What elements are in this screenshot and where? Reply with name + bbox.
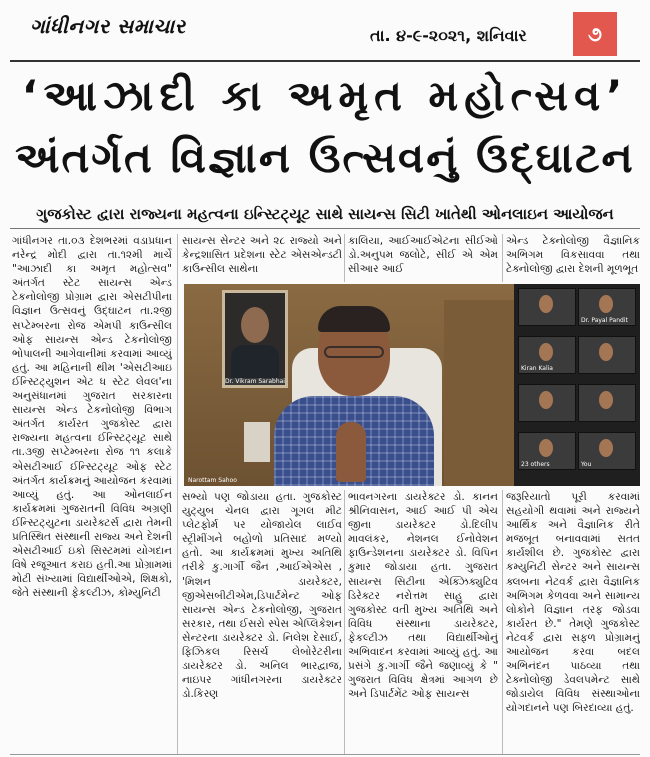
participant-tile-label: Kiran Kalia (521, 365, 553, 372)
participant-face (539, 391, 553, 409)
article-column-2-top (182, 234, 342, 280)
article-column-3 (348, 490, 498, 754)
speaker-glasses (324, 346, 384, 358)
portrait-caption: Dr. Vikram Sarabhai (225, 378, 285, 385)
participant-face (599, 439, 613, 457)
participant-tile (518, 384, 576, 422)
column-divider (177, 234, 178, 754)
issue-date: તા. ૪-૯-૨૦૨૧, શનિવાર (370, 26, 527, 45)
bottom-divider (10, 754, 640, 755)
participant-tile (578, 336, 636, 374)
participant-tile (578, 384, 636, 422)
page-number-badge: ૭ (573, 12, 617, 56)
article-column-4 (506, 490, 640, 754)
folded-hands (336, 422, 366, 482)
participant-name-label: Narottam Sahoo (188, 477, 237, 484)
headline-line-2: અંતર્ગત વિજ્ઞાન ઉત્સવનું ઉદ્ઘાટન (15, 133, 635, 182)
participant-tile-label: You (581, 461, 592, 468)
masthead-divider (10, 60, 640, 62)
column-2-top-text: સાયન્સ સેન્ટર અને ૨૮ રાજ્યો અને કેન્દ્રશાસિત પ્રદેશના સ્ટેટ એસએન્ડટી કાઉન્સીલ સાથેના (182, 235, 342, 276)
column-divider (502, 490, 503, 754)
column-1-text: ગાંધીનગર તા.૦૩ દેશભરમાં વડાપ્રધાન નરેન્દ્ર મોદી દ્વારા તા.૧૨મી માર્ચે "આઝાદી કા અમૃત મહોત્સવ" અંતર્ગત સ્ટેટ સાયન્સ એન્ડ ટેકનોલોજી પ્રોગ્રામ દ્વારા એસટીપીના વિજ્ઞાન ઉત્સવનું ઉદ્ઘાટન તા.૨જી સપ્ટેમ્બરના રોજ એમપી કાઉન્સીલ ઓફ સાયન્સ એન્ડ ટેકનોલોજી ભોપાલની આગેવાનીમાં કરવામાં આવ્યું હતું. આ મહિનાની થીમ 'એસટીઆઇ ઈન્સ્ટિટ્યુશન એટ ધ સ્ટેટ લેવલ'ના અનુસંધાનમાં ગુજરાત સરકારના સાયન્સ એન્ડ ટેકનોલોજી વિભાગ અંતર્ગત કાર્યરત ગુજકોસ્ટ દ્વારા રાજ્યના મહત્વના ઈન્સ્ટિટ્યૂટ સાથે તા.૩જી સપ્ટેમ્બરના રોજ ૧૧ કલાકે એસટીઆઈ ઈન્સ્ટિટ્યૂટ ઓફ સ્ટેટ અંતર્ગત કાર્યક્રમનું આયોજન કરવામાં આવ્યું હતું. આ ઓનલાઈન કાર્યક્રમમાં ગુજરાતની વિવિધ અગ્રણી ઈન્સ્ટિટ્યુટના ડાયરેક્ટર્સ દ્વારા તેમની પ્રતિસ્થિત સંસ્થાની રાજ્ય અને દેશની એસટીઆઈ ઇકો સિસ્ટમમાં યોગદાન વિષે રજૂઆત કરાઇ હતી.આ પ્રોગ્રામમાં મોટી સંખ્યામાં વિદ્યાર્થીઓએ, શિક્ષકો, જેતે સંસ્થાની ફેકલ્ટીઝ, કોમ્યુનિટી (12, 235, 172, 600)
participant-face (599, 391, 613, 409)
column-4-top-text: એન્ડ ટેક્નોલોજી વૈજ્ઞાનિક અભિગમ વિકસાવવા તથા ટેક્નોલોજી દ્વારા દેશની મૂળભૂત (506, 235, 640, 276)
participant-face (599, 295, 613, 313)
column-divider (344, 234, 345, 282)
participant-tile-label: 23 others (521, 461, 550, 468)
cabinet (444, 300, 514, 486)
column-divider (344, 490, 345, 754)
article-column-3-top (348, 234, 498, 280)
participant-face (539, 295, 553, 313)
portrait-face (241, 307, 269, 343)
column-2-text: સભ્યો પણ જોડાયા હતા. ગુજકોસ્ટ યુટ્યુબ ચેનલ દ્વારા ગૂગલ મીટ પ્લેટફોર્મ પર યોજાયેલ લાઈવ સ્ટ્રીમીંગને બહોળો પ્રતિસાદ મળ્યો હતો. આ કાર્યક્રમમાં મુખ્ય અતિથિ તરીકે કુ.ગાર્ગી જૈન ,આઈએએસ , 'મિશન ડાયરેક્ટર, જીએસબીટીએમ,ડિપાર્ટમેન્ટ ઓફ સાયન્સ એન્ડ ટેકનોલોજી, ગુજરાત સરકાર, તથા ઈસરો સ્પેસ એપ્લિકેશન સેન્ટરના ડાયરેક્ટર ડો. નિલેશ દેસાઈ, ફિઝિકલ રિસર્ચ લેબોરેટરીના ડાયરેક્ટર ડો. અનિલ ભારદ્વાજ, નાઇપર ગાંધીનગરના ડાયરેક્ટર ડો.કિરણ (182, 491, 342, 701)
participant-tile (518, 432, 576, 470)
participant-gallery (514, 284, 640, 486)
subhead-divider (10, 228, 640, 229)
column-3-top-text: કાલિયા, આઈઆઈએટના સીઈઓ ડો.અનુપમ જલોટે, સીઈ એ એમ સીઆર આઈ (348, 235, 498, 276)
subheadline: ગુજકોસ્ટ દ્વારા રાજ્યના મહત્વના ઇન્સ્ટિટ્યૂટ સાથે સાયન્સ સિટી ખાતેથી ઓનલાઇન આયોજન (36, 205, 614, 223)
participant-face (539, 439, 553, 457)
article-column-4-top (506, 234, 640, 280)
article-column-2 (182, 490, 342, 754)
column-3-text: ભાવનગરના ડાયરેક્ટર ડો. કાનન શ્રીનિવાસન, આઈ આઈ પી એચ જીના ડાયરેક્ટર ડો.દિલીપ માવલંકર, નેશનલ ઈનોવેશન ફાઉન્ડેશનના ડાયરેક્ટર ડો. વિપિન કુમાર જોડાયા હતા. ગુજરાત સાયન્સ સિટીના એક્ઝિક્યુટિવ ડિરેક્ટર નરોત્તમ સાહુ દ્વારા ગુજકોસ્ટ વતી મુખ્ય અતિથિ અને વિવિધ સંસ્થાના ડાયરેક્ટર, ફેકલ્ટીઝ તથા વિદ્યાર્થીઓનું અભિવાદન કરવામાં આવ્યું હતું. આ પ્રસંગે કુ.ગાર્ગી જૈને જણાવ્યું કે " ગુજરાત વિવિધ ક્ષેત્રમાં આગળ છે અને ડિપાર્ટમેંટ ઓફ સાયન્સ (348, 491, 498, 701)
desk-item (244, 422, 270, 462)
framed-portrait (222, 290, 288, 388)
participant-tile (578, 288, 636, 326)
masthead (10, 8, 640, 60)
column-divider (502, 234, 503, 282)
newspaper-title: ગાંધીનગર સમાચાર (30, 14, 186, 38)
speaker-hair (318, 306, 390, 332)
participant-tile (578, 432, 636, 470)
participant-face (599, 343, 613, 361)
participant-tile (518, 336, 576, 374)
article-column-1 (12, 234, 172, 754)
headline-line-1: ‘આઝાદી કા અમૃત મહોત્સવ’ (21, 71, 629, 120)
video-call-photo (184, 284, 640, 486)
column-4-text: જરૂરિયાતો પૂરી કરવામાં સહયોગી થવામાં અને રાજ્યને આર્થિક અને વૈજ્ઞાનિક રીતે મજબૂત બનાવવામાં સતત કાર્યશીલ છે. ગુજકોસ્ટ દ્વારા કમ્યુનિટી સેન્ટર અને સાયન્સ ક્લબના નેટવર્ક દ્વારા વૈજ્ઞાનિક અભિગમ કેળવવા અને સામાન્ય લોકોને વિજ્ઞાન તરફ જોડવા કાર્યરત છે." તેમણે ગુજકોસ્ટ નેટવર્ક દ્વારા સફળ પ્રોગ્રામનું આયોજન કરવા બદલ અભિનંદન પાઠવ્યા તથા ટેક્નોલોજી ડેવલપમેન્ટ સાથે જોડાયેલ વિવિધ સંસ્થાઓના યોગદાનને પણ બિરદાવ્યા હતું. (506, 491, 640, 715)
participant-face (539, 343, 553, 361)
participant-tile-label: Dr. Payal Pandit (581, 317, 628, 324)
participant-tile (518, 288, 576, 326)
